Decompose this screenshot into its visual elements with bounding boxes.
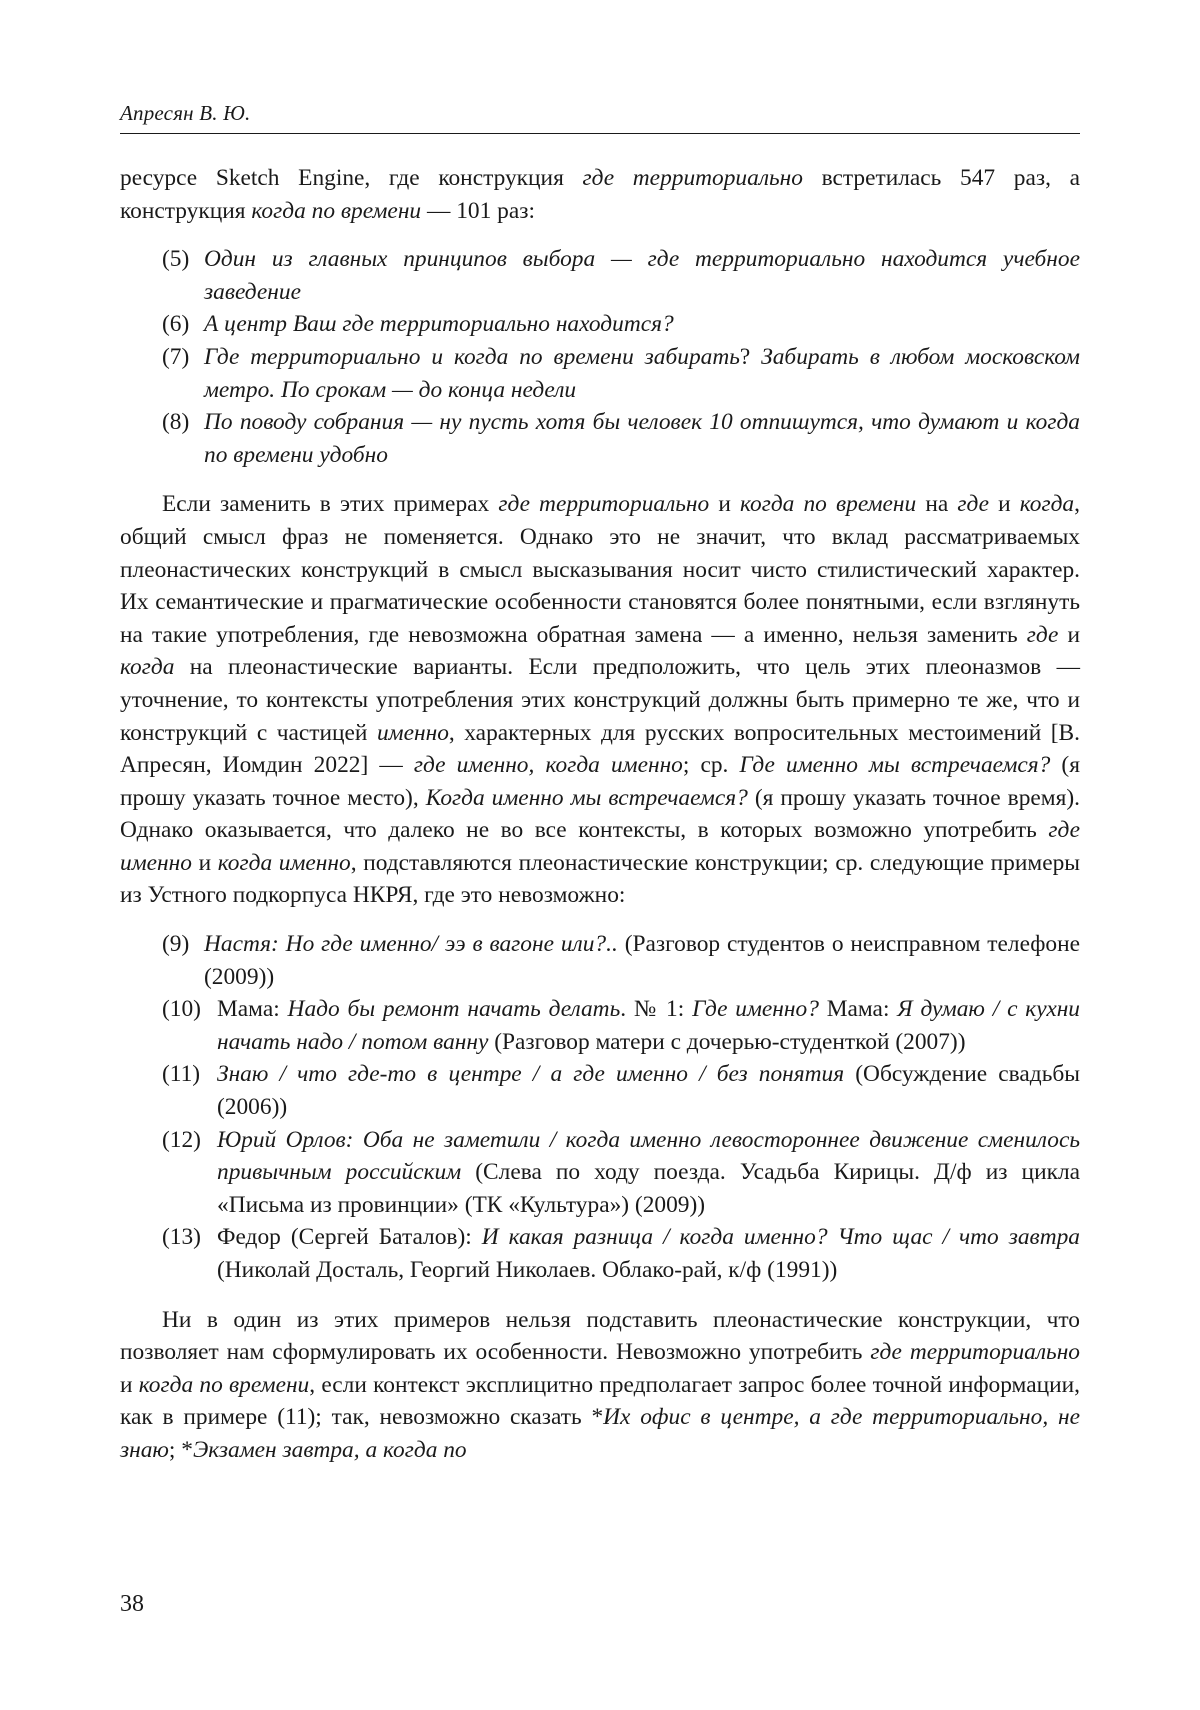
example-run: Где именно? (692, 996, 819, 1023)
example-item (120, 928, 1080, 993)
example-text (217, 993, 1080, 1058)
text-run: когда по времени (138, 1371, 310, 1398)
header-rule (120, 133, 1080, 134)
example-run: По поводу собрания — ну пусть хотя бы человек 10 отпишутся, что думают и когда по времени удобно (204, 409, 1080, 468)
page-number: 38 (120, 1591, 144, 1617)
example-run: И какая разница / когда именно? Что щас / что завтра (481, 1224, 1080, 1251)
running-head: Апресян В. Ю. (120, 101, 251, 125)
text-run: и (1058, 621, 1081, 648)
text-run: (я прошу указать точное время). Однако оказывается, что далеко не во все контексты, в которых возможно употребить (120, 784, 1080, 844)
example-number: (5) (162, 246, 190, 273)
example-run: (Обсуждение свадьбы (2006)) (217, 1061, 1080, 1121)
example-text (217, 1124, 1080, 1222)
example-text (204, 308, 1080, 341)
example-run: Где территориально и когда по времени забирать (204, 343, 740, 370)
text-run: Где именно мы встречаемся? (739, 752, 1051, 779)
example-run: Федор (Сергей Баталов): (217, 1224, 482, 1251)
text-run: (я прошу указать точное место), (120, 752, 1080, 811)
example-list-2 (120, 928, 1080, 1287)
text-run: — 101 раз: (421, 197, 535, 224)
example-run: Знаю / что где-то в центре / а где именно / без понятия (217, 1061, 845, 1088)
example-number: (11) (162, 1061, 201, 1088)
text-run: где территориально (582, 165, 803, 191)
example-number: (13) (162, 1224, 201, 1251)
example-text (204, 928, 1080, 993)
text-run: и (709, 491, 740, 518)
text-run: когда по времени (251, 197, 422, 224)
text-run: где именно, когда именно (413, 752, 683, 779)
example-number: (7) (162, 343, 190, 370)
text-run: где территориально (870, 1339, 1080, 1366)
example-number: (12) (162, 1126, 201, 1153)
paragraph-2 (120, 1304, 1080, 1467)
text-run: , если контекст эксплицитно предполагает запрос более точной информации, как в примере (11); так, невозможно сказать * (120, 1371, 1080, 1431)
example-text (204, 243, 1080, 308)
text-run: когда именно (217, 849, 351, 876)
text-run: и (988, 491, 1020, 518)
example-run: (Разговор студентов о неисправном телефоне (2009)) (204, 931, 1080, 990)
example-number: (8) (162, 409, 190, 436)
example-run: А центр Ваш где территориально находится? (204, 311, 674, 338)
text-run: Ни в один из этих примеров нельзя подставить плеонастические конструкции, что позволяет нам сформулировать их особенности. Невозможно употребить (120, 1306, 1080, 1366)
text-run: и (120, 1371, 139, 1398)
paragraph-1 (120, 488, 1080, 912)
example-text (204, 406, 1080, 471)
text-run: когда (1019, 491, 1075, 518)
text-run: именно (376, 719, 449, 746)
example-number: (6) (162, 311, 190, 338)
example-item (120, 341, 1080, 406)
text-run: и (191, 849, 218, 876)
text-run: когда (120, 654, 175, 681)
example-text (204, 341, 1080, 406)
text-run: , подставляются плеонастические конструкции; ср. следующие примеры из Устного подкорпуса НКРЯ, где это невозможно: (120, 849, 1080, 909)
example-item (120, 243, 1080, 308)
example-run: Надо бы ремонт начать делать (287, 996, 621, 1023)
example-run: Мама: (818, 996, 898, 1023)
text-run: Когда именно мы встречаемся? (425, 784, 748, 811)
intro-paragraph (120, 162, 1080, 227)
example-item (120, 993, 1080, 1058)
example-run: Юрий Орлов: Оба не заметили / когда именно левостороннее движение сменилось привычным российским (217, 1126, 1080, 1186)
text-run: ; ср. (682, 752, 740, 779)
text-run: где (1026, 621, 1059, 648)
text-run: ресурсе Sketch Engine, где конструкция (120, 165, 583, 191)
example-run: Забирать в любом московском метро. По срокам — до конца недели (204, 343, 1080, 403)
body-text (120, 162, 1080, 1467)
example-run: (Николай Досталь, Георгий Николаев. Облако-рай, к/ф (1991)) (217, 1257, 838, 1283)
example-number: (10) (162, 996, 201, 1023)
text-run: на плеонастические варианты. Если предположить, что цель этих плеоназмов — уточнение, то контексты употребления этих конструкций должны быть примерно те же, что и конструкций с частицей (120, 654, 1080, 746)
example-text (217, 1221, 1080, 1286)
text-run: Экзамен завтра, а когда по (192, 1436, 467, 1463)
text-run: где территориально (498, 491, 710, 518)
example-run: ? (739, 343, 762, 370)
example-run: . № 1: (620, 996, 693, 1023)
example-run: Настя: Но где именно/ ээ в вагоне или?.. (204, 931, 618, 958)
example-item (120, 406, 1080, 471)
example-item (120, 1058, 1080, 1123)
example-run: Один из главных принципов выбора — где территориально находится учебное заведение (204, 246, 1080, 305)
example-item (120, 1124, 1080, 1222)
text-run: ; * (168, 1436, 193, 1463)
text-run: на (916, 491, 958, 518)
text-run: когда по времени (739, 491, 917, 518)
text-run: где (957, 491, 989, 518)
text-run: встретилась 547 раз, а конструкция (120, 165, 1080, 224)
example-run: (Слева по ходу поезда. Усадьба Кирицы. Д/ф из цикла «Письма из провинции» (ТК «Культура») (2009)) (217, 1159, 1081, 1218)
text-run: где именно (120, 817, 1080, 876)
text-run: Если заменить в этих примерах (162, 491, 499, 518)
text-run: Их офис в центре, а где территориально, не знаю (120, 1404, 1080, 1463)
example-list-1 (120, 243, 1080, 471)
text-run: , характерных для русских вопросительных местоимений [В. Апресян, Иомдин 2022] — (120, 719, 1080, 779)
example-item (120, 308, 1080, 341)
example-run: Мама: (217, 996, 288, 1023)
text-run: , общий смысл фраз не поменяется. Однако это не значит, что вклад рассматриваемых плеонастических конструкций в смысл высказывания носит чисто стилистический характер. Их семантические и прагматические особенности становятся более понятными, если взглянуть на такие употребления, где невозможна обратная замена — а именно, нельзя заменить (120, 491, 1080, 648)
example-number: (9) (162, 931, 190, 958)
example-run: (Разговор матери с дочерью-студенткой (2007)) (488, 1028, 966, 1055)
example-run: Я думаю / с кухни начать надо / потом ванну (217, 996, 1080, 1055)
example-item (120, 1221, 1080, 1286)
example-text (217, 1058, 1080, 1123)
